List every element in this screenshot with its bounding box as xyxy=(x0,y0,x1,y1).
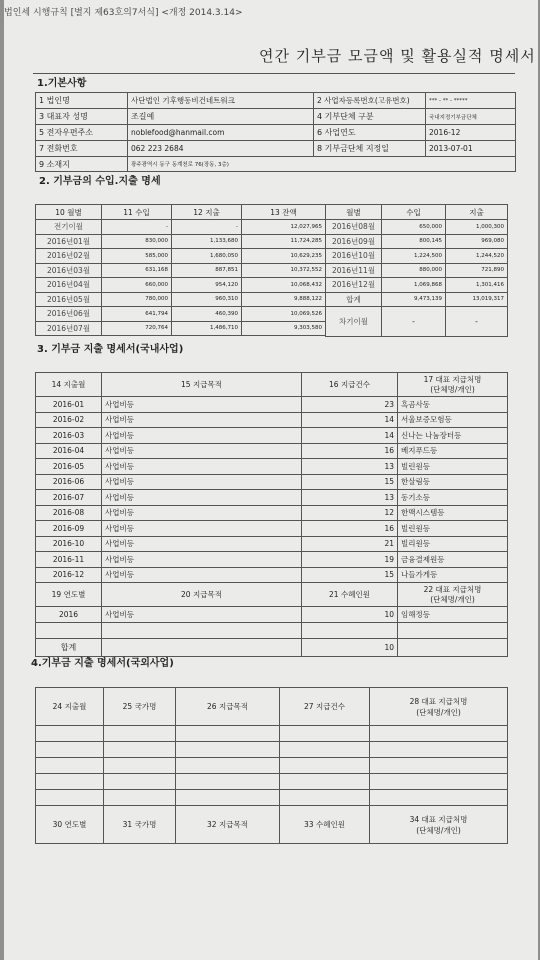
balance-cell: 10,629,235 xyxy=(242,249,326,264)
month-cell: 2016-01 xyxy=(36,397,102,413)
document-page xyxy=(4,0,538,960)
month-cell: 2016-07 xyxy=(36,490,102,506)
table-row xyxy=(36,109,516,125)
table-header-row xyxy=(36,806,508,844)
field-value: 사단법인 기후행동비건네트워크 xyxy=(128,93,314,109)
month-cell: 2016년05월 xyxy=(36,292,102,307)
month-cell: 2016년04월 xyxy=(36,278,102,293)
count-cell: 12 xyxy=(302,505,398,521)
table-row xyxy=(36,397,508,413)
table-row xyxy=(36,443,508,459)
recipient-cell: 베지푸드등 xyxy=(398,443,508,459)
field-value: 062 223 2684 xyxy=(128,141,314,157)
header-line: (단체명/개인) xyxy=(416,825,461,835)
recipient-cell: 빌린원등 xyxy=(398,521,508,537)
income-cell: 800,145 xyxy=(382,234,446,249)
total-label: 합계 xyxy=(36,639,102,657)
field-value: 2016-12 xyxy=(426,125,516,141)
table-row xyxy=(36,412,508,428)
section-1-rule xyxy=(33,73,515,74)
table-row xyxy=(326,263,508,278)
count-cell: 15 xyxy=(302,567,398,583)
column-header: 30 연도별 xyxy=(36,806,104,844)
month-cell: 2016-12 xyxy=(36,567,102,583)
field-value: 국내지정기부금단체 xyxy=(426,109,516,125)
month-cell: 차기이월 xyxy=(326,307,382,337)
column-header: 16 지급건수 xyxy=(302,373,398,397)
table-row xyxy=(36,234,326,249)
table-row xyxy=(36,474,508,490)
count-cell: 14 xyxy=(302,428,398,444)
law-reference: 법인세 시행규칙 [별지 제63호의7서식] <개정 2014.3.14> xyxy=(4,8,243,18)
table-header-row xyxy=(36,373,508,397)
table-header-row xyxy=(36,205,326,220)
field-label: 9 소재지 xyxy=(36,157,128,172)
expense-cell: 721,890 xyxy=(446,263,508,278)
empty-cell xyxy=(102,639,302,657)
month-cell: 2016-02 xyxy=(36,412,102,428)
empty-cell xyxy=(302,623,398,639)
month-cell: 2016-10 xyxy=(36,536,102,552)
field-label: 3 대표자 성명 xyxy=(36,109,128,125)
expense-cell: 954,120 xyxy=(172,278,242,293)
month-cell: 2016-03 xyxy=(36,428,102,444)
recipient-cell: 나들가게등 xyxy=(398,567,508,583)
count-cell: 23 xyxy=(302,397,398,413)
column-header: 13 잔액 xyxy=(242,205,326,220)
section-3-heading: 3. 기부금 지출 명세서(국내사업) xyxy=(37,344,184,355)
expense-cell: 960,310 xyxy=(172,292,242,307)
table-row xyxy=(36,639,508,657)
field-label: 2 사업자등록번호(고유번호) xyxy=(314,93,426,109)
table-row xyxy=(326,220,508,235)
purpose-cell: 사업비등 xyxy=(102,567,302,583)
balance-cell: 10,068,432 xyxy=(242,278,326,293)
income-cell: 720,764 xyxy=(102,321,172,336)
month-cell: 2016년06월 xyxy=(36,307,102,322)
column-header: 12 지출 xyxy=(172,205,242,220)
income-cell: 650,000 xyxy=(382,220,446,235)
balance-cell: 9,303,580 xyxy=(242,321,326,336)
count-cell: 14 xyxy=(302,412,398,428)
column-header: 33 수혜인원 xyxy=(280,806,370,844)
header-line: (단체명/개인) xyxy=(430,594,475,604)
table-row xyxy=(36,307,326,322)
column-header: 21 수혜인원 xyxy=(302,583,398,607)
column-header: 지출 xyxy=(446,205,508,220)
table-row xyxy=(36,536,508,552)
count-cell: 16 xyxy=(302,521,398,537)
field-value: 조길예 xyxy=(128,109,314,125)
section-4-heading: 4.기부금 지출 명세서(국외사업) xyxy=(31,658,174,669)
table-row xyxy=(36,726,508,742)
recipient-cell: 한살림등 xyxy=(398,474,508,490)
column-header xyxy=(370,806,508,844)
column-header: 19 연도별 xyxy=(36,583,102,607)
expense-cell: 887,851 xyxy=(172,263,242,278)
table-row xyxy=(36,521,508,537)
recipient-cell: 빌린원등 xyxy=(398,459,508,475)
expense-cell: 969,080 xyxy=(446,234,508,249)
month-cell: 2016-09 xyxy=(36,521,102,537)
table-row xyxy=(326,307,508,337)
income-cell: 660,000 xyxy=(102,278,172,293)
field-label: 4 기부단체 구분 xyxy=(314,109,426,125)
total-count: 10 xyxy=(302,639,398,657)
column-header: 월별 xyxy=(326,205,382,220)
column-header: 26 지급목적 xyxy=(176,688,280,726)
field-value: *** - ** - ***** xyxy=(426,93,516,109)
month-cell: 2016-05 xyxy=(36,459,102,475)
month-cell: 2016-04 xyxy=(36,443,102,459)
section-1-heading: 1.기본사항 xyxy=(37,78,87,89)
table-row xyxy=(36,249,326,264)
column-header xyxy=(398,583,508,607)
month-cell: 2016년09월 xyxy=(326,234,382,249)
table-row xyxy=(326,278,508,293)
recipient-cell: 흑곰사동 xyxy=(398,397,508,413)
column-header: 27 지급건수 xyxy=(280,688,370,726)
table-header-row xyxy=(326,205,508,220)
income-cell: 880,000 xyxy=(382,263,446,278)
overseas-expense-table xyxy=(35,687,508,844)
purpose-cell: 사업비등 xyxy=(102,397,302,413)
count-cell: 13 xyxy=(302,459,398,475)
balance-cell: 11,724,285 xyxy=(242,234,326,249)
header-line: 17 대표 지급처명 xyxy=(423,374,482,384)
income-cell: 9,473,139 xyxy=(382,292,446,307)
purpose-cell: 사업비등 xyxy=(102,412,302,428)
table-row xyxy=(36,125,516,141)
balance-cell: 10,372,552 xyxy=(242,263,326,278)
column-header: 32 지급목적 xyxy=(176,806,280,844)
income-cell: - xyxy=(382,307,446,337)
table-row xyxy=(36,321,326,336)
month-cell: 2016년01월 xyxy=(36,234,102,249)
table-row xyxy=(36,505,508,521)
domestic-expense-table xyxy=(35,372,508,657)
expense-cell: 1,000,300 xyxy=(446,220,508,235)
purpose-cell: 사업비등 xyxy=(102,552,302,568)
recipient-cell: 동기소등 xyxy=(398,490,508,506)
table-header-row xyxy=(36,688,508,726)
table-row xyxy=(326,292,508,307)
recipient-cell: 신나는 나눔장터등 xyxy=(398,428,508,444)
empty-cell xyxy=(102,623,302,639)
field-value: 2013-07-01 xyxy=(426,141,516,157)
column-header xyxy=(370,688,508,726)
purpose-cell: 사업비등 xyxy=(102,505,302,521)
expense-cell: - xyxy=(446,307,508,337)
table-row xyxy=(326,234,508,249)
balance-cell: 12,027,965 xyxy=(242,220,326,235)
column-header: 15 지급목적 xyxy=(102,373,302,397)
table-row xyxy=(36,263,326,278)
table-row xyxy=(36,220,326,235)
month-cell: 2016년08월 xyxy=(326,220,382,235)
count-cell: 19 xyxy=(302,552,398,568)
table-row xyxy=(36,459,508,475)
table-row xyxy=(36,790,508,806)
table-row xyxy=(36,742,508,758)
header-line: (단체명/개인) xyxy=(430,384,475,394)
field-label: 6 사업연도 xyxy=(314,125,426,141)
recipient-cell: 빌리원등 xyxy=(398,536,508,552)
purpose-cell: 사업비등 xyxy=(102,536,302,552)
month-cell: 합계 xyxy=(326,292,382,307)
recipient-cell: 한맥시스템등 xyxy=(398,505,508,521)
recipient-cell: 금융결제원등 xyxy=(398,552,508,568)
header-line: 28 대표 지급처명 xyxy=(409,696,468,706)
purpose-cell: 사업비등 xyxy=(102,607,302,623)
balance-cell: 9,888,122 xyxy=(242,292,326,307)
column-header: 10 월별 xyxy=(36,205,102,220)
field-label: 1 법인명 xyxy=(36,93,128,109)
table-row xyxy=(36,428,508,444)
income-cell: 780,000 xyxy=(102,292,172,307)
month-cell: 2016년10월 xyxy=(326,249,382,264)
empty-cell xyxy=(398,639,508,657)
income-cell: 631,168 xyxy=(102,263,172,278)
year-cell: 2016 xyxy=(36,607,102,623)
month-cell: 2016-06 xyxy=(36,474,102,490)
income-cell: - xyxy=(102,220,172,235)
field-value: noblefood@hanmail.com xyxy=(128,125,314,141)
field-label: 8 기부금단체 지정일 xyxy=(314,141,426,157)
table-row xyxy=(36,623,508,639)
document-title: 연간 기부금 모금액 및 활용실적 명세서 xyxy=(259,47,536,65)
table-row xyxy=(36,292,326,307)
field-value: 광주광역시 동구 동계천로 76(장동, 3층) xyxy=(128,157,516,172)
table-row xyxy=(36,552,508,568)
expense-cell: 460,390 xyxy=(172,307,242,322)
column-header: 14 지출월 xyxy=(36,373,102,397)
income-cell: 641,794 xyxy=(102,307,172,322)
month-cell: 2016년03월 xyxy=(36,263,102,278)
table-header-row xyxy=(36,583,508,607)
month-cell: 2016년12월 xyxy=(326,278,382,293)
table-row xyxy=(36,607,508,623)
table-row xyxy=(36,141,516,157)
recipient-cell: 서울보증모험등 xyxy=(398,412,508,428)
table-row xyxy=(36,157,516,172)
purpose-cell: 사업비등 xyxy=(102,490,302,506)
month-cell: 2016-08 xyxy=(36,505,102,521)
empty-cell xyxy=(398,623,508,639)
expense-cell: 1,244,520 xyxy=(446,249,508,264)
month-cell: 2016년07월 xyxy=(36,321,102,336)
month-cell: 2016년02월 xyxy=(36,249,102,264)
purpose-cell: 사업비등 xyxy=(102,443,302,459)
expense-cell: 13,019,317 xyxy=(446,292,508,307)
field-label: 5 전자우편주소 xyxy=(36,125,128,141)
purpose-cell: 사업비등 xyxy=(102,521,302,537)
month-cell: 전기이월 xyxy=(36,220,102,235)
purpose-cell: 사업비등 xyxy=(102,428,302,444)
count-cell: 16 xyxy=(302,443,398,459)
income-expense-table-right xyxy=(325,204,508,337)
expense-cell: 1,486,710 xyxy=(172,321,242,336)
column-header: 24 지출월 xyxy=(36,688,104,726)
count-cell: 13 xyxy=(302,490,398,506)
purpose-cell: 사업비등 xyxy=(102,474,302,490)
header-line: 22 대표 지급처명 xyxy=(423,584,482,594)
empty-cell xyxy=(36,623,102,639)
section-2-heading: 2. 기부금의 수입.지출 명세 xyxy=(39,176,161,187)
column-header: 31 국가명 xyxy=(104,806,176,844)
header-line: 34 대표 지급처명 xyxy=(409,814,468,824)
header-line: (단체명/개인) xyxy=(416,707,461,717)
field-label: 7 전화번호 xyxy=(36,141,128,157)
balance-cell: 10,069,526 xyxy=(242,307,326,322)
table-row xyxy=(36,758,508,774)
column-header: 20 지급목적 xyxy=(102,583,302,607)
income-cell: 1,069,868 xyxy=(382,278,446,293)
table-row xyxy=(36,278,326,293)
table-row xyxy=(36,490,508,506)
expense-cell: 1,301,416 xyxy=(446,278,508,293)
column-header: 수입 xyxy=(382,205,446,220)
basic-info-table xyxy=(35,92,516,172)
month-cell: 2016년11월 xyxy=(326,263,382,278)
month-cell: 2016-11 xyxy=(36,552,102,568)
column-header xyxy=(398,373,508,397)
income-cell: 585,000 xyxy=(102,249,172,264)
expense-cell: 1,680,050 xyxy=(172,249,242,264)
beneficiaries-cell: 10 xyxy=(302,607,398,623)
income-cell: 830,000 xyxy=(102,234,172,249)
column-header: 11 수입 xyxy=(102,205,172,220)
table-row xyxy=(36,774,508,790)
table-row xyxy=(36,567,508,583)
purpose-cell: 사업비등 xyxy=(102,459,302,475)
count-cell: 15 xyxy=(302,474,398,490)
column-header: 25 국가명 xyxy=(104,688,176,726)
expense-cell: - xyxy=(172,220,242,235)
table-row xyxy=(326,249,508,264)
expense-cell: 1,133,680 xyxy=(172,234,242,249)
count-cell: 21 xyxy=(302,536,398,552)
recipient-cell: 임해정등 xyxy=(398,607,508,623)
income-expense-table-left xyxy=(35,204,326,336)
income-cell: 1,224,500 xyxy=(382,249,446,264)
table-row xyxy=(36,93,516,109)
